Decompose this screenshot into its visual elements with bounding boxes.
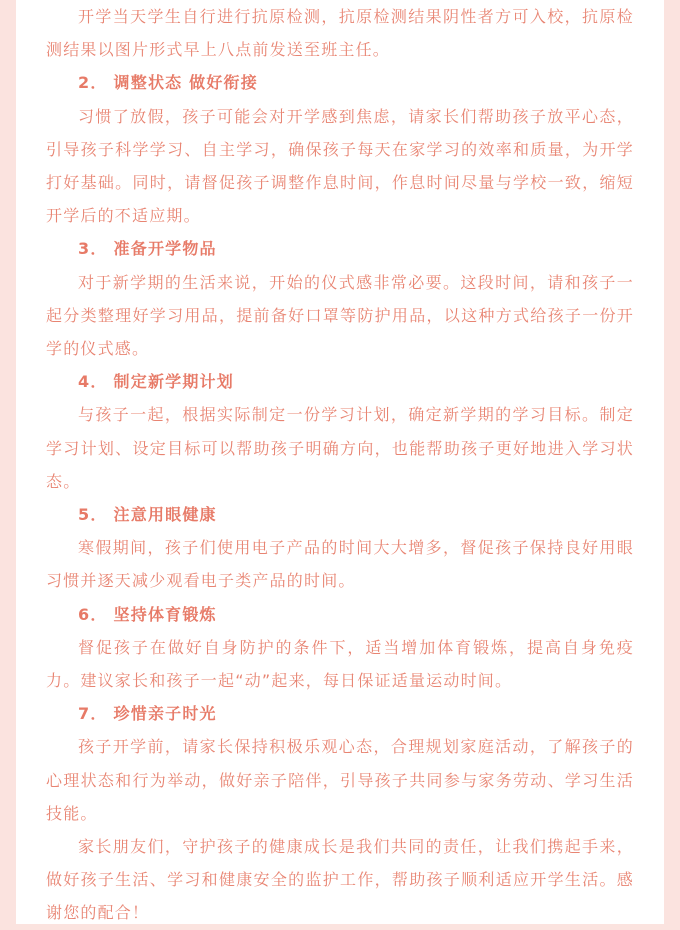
section-heading-2 — [46, 66, 634, 99]
section-heading-6 — [46, 598, 634, 631]
section-title: 珍惜亲子时光 — [113, 704, 217, 724]
section-number: 3． — [78, 239, 108, 259]
section-title: 制定新学期计划 — [113, 372, 234, 392]
section-paragraph-4: 与孩子一起，根据实际制定一份学习计划，确定新学期的学习目标。制定学习计划、设定目标可以帮助孩子明确方向，也能帮助孩子更好地进入学习状态。 — [46, 405, 634, 491]
closing-paragraph: 家长朋友们，守护孩子的健康成长是我们共同的责任，让我们携起手来，做好孩子生活、学习和健康安全的监护工作，帮助孩子顺利适应开学生活。感谢您的配合！ — [46, 837, 634, 923]
section-title: 注意用眼健康 — [113, 505, 217, 525]
section-heading-4 — [46, 365, 634, 398]
article-page — [16, 0, 664, 924]
section-number: 5． — [78, 505, 108, 525]
section-number: 4． — [78, 372, 108, 392]
section-heading-3 — [46, 232, 634, 265]
section-paragraph-7: 孩子开学前，请家长保持积极乐观心态，合理规划家庭活动，了解孩子的心理状态和行为举动，做好亲子陪伴，引导孩子共同参与家务劳动、学习生活技能。 — [46, 737, 634, 823]
section-title: 准备开学物品 — [113, 239, 217, 259]
section-paragraph-2: 习惯了放假，孩子可能会对开学感到焦虑，请家长们帮助孩子放平心态，引导孩子科学学习、自主学习，确保孩子每天在家学习的效率和质量，为开学打好基础。同时，请督促孩子调整作息时间，作息时间尽量与学校一致，缩短开学后的不适应期。 — [46, 106, 634, 226]
article-content — [46, 0, 634, 930]
section-number: 7． — [78, 704, 108, 724]
section-title: 调整状态 做好衔接 — [113, 73, 258, 93]
section-title: 坚持体育锻炼 — [113, 604, 217, 624]
section-paragraph-5: 寒假期间，孩子们使用电子产品的时间大大增多，督促孩子保持良好用眼习惯并逐天减少观看电子类产品的时间。 — [46, 538, 634, 591]
section-number: 6． — [78, 604, 108, 624]
section-paragraph-3: 对于新学期的生活来说，开始的仪式感非常必要。这段时间，请和孩子一起分类整理好学习用品，提前备好口罩等防护用品，以这种方式给孩子一份开学的仪式感。 — [46, 272, 634, 359]
section-paragraph-6: 督促孩子在做好自身防护的条件下，适当增加体育锻炼，提高自身免疫力。建议家长和孩子一起“动”起来，每日保证适量运动时间。 — [46, 637, 634, 691]
intro-paragraph: 开学当天学生自行进行抗原检测，抗原检测结果阴性者方可入校，抗原检测结果以图片形式早上八点前发送至班主任。 — [46, 7, 634, 60]
section-heading-7 — [46, 697, 634, 730]
section-number: 2． — [78, 73, 108, 93]
section-heading-5 — [46, 498, 634, 531]
